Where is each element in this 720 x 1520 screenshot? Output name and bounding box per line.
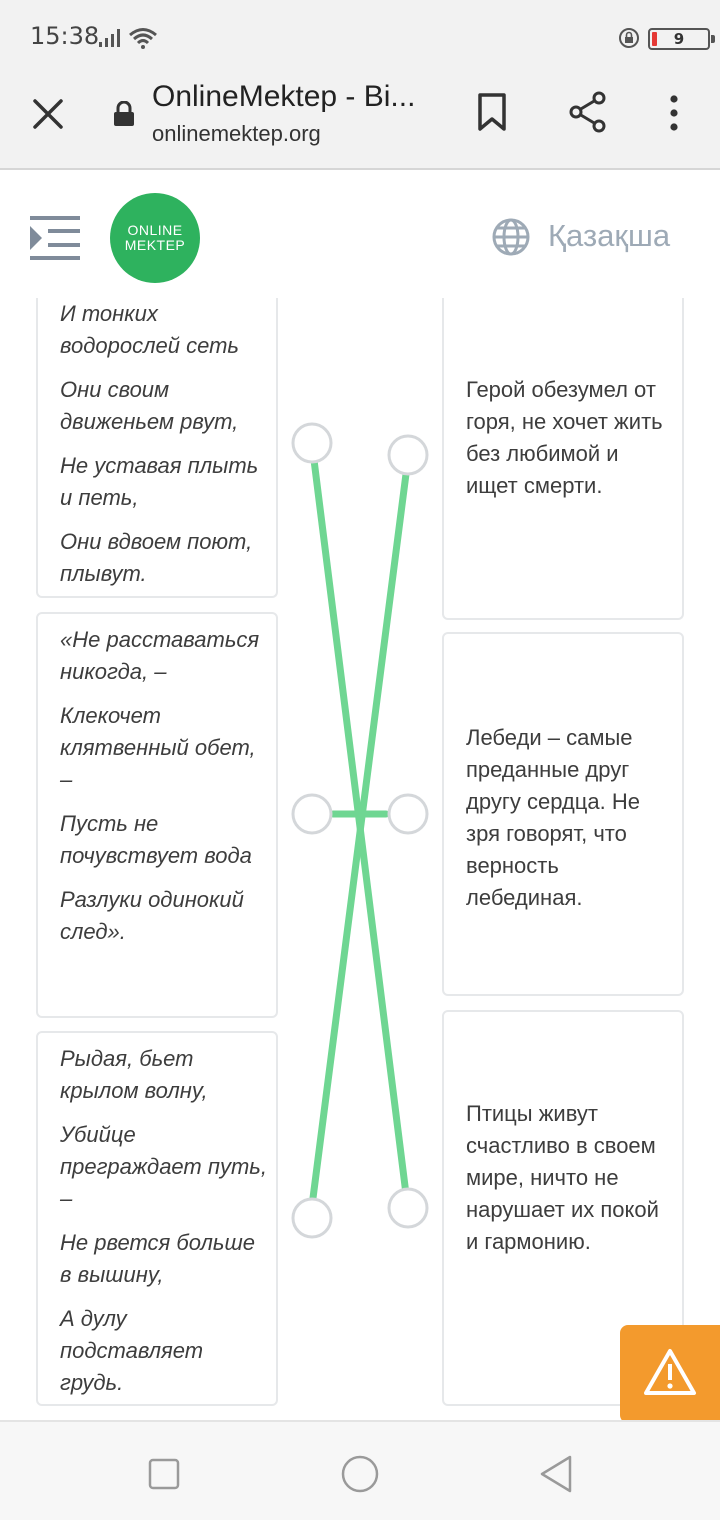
verse-line: И тонких водорослей сеть bbox=[60, 301, 239, 358]
wifi-icon bbox=[128, 26, 158, 50]
sidebar-toggle-icon[interactable] bbox=[30, 214, 82, 262]
recents-icon[interactable] bbox=[148, 1458, 180, 1490]
right-anchor-1[interactable] bbox=[389, 436, 427, 474]
match-connectors bbox=[0, 298, 720, 1408]
verse-line: Убийце преграждает путь, – bbox=[60, 1122, 267, 1211]
back-icon[interactable] bbox=[538, 1454, 574, 1494]
meaning-text: Птицы живут счастливо в своем мире, ничто не нарушает их покой и гармонию. bbox=[466, 1101, 659, 1254]
site-logo[interactable] bbox=[110, 193, 200, 283]
status-time: 15:38 bbox=[30, 22, 100, 50]
right-anchor-2[interactable] bbox=[389, 795, 427, 833]
left-anchor-1[interactable] bbox=[293, 424, 331, 462]
report-button[interactable] bbox=[620, 1325, 720, 1423]
globe-icon[interactable] bbox=[492, 218, 530, 256]
battery-indicator bbox=[648, 28, 710, 50]
logo-text-online: ONLINE bbox=[127, 222, 183, 238]
verse-line: Не уставая плыть и петь, bbox=[60, 453, 259, 510]
signal-icon bbox=[98, 28, 124, 48]
lock-rotate-icon bbox=[618, 27, 640, 49]
warning-icon bbox=[642, 1347, 698, 1397]
page-url[interactable]: onlinemektep.org bbox=[152, 121, 321, 146]
left-anchor-3[interactable] bbox=[293, 1199, 331, 1237]
system-nav-bar bbox=[0, 1420, 720, 1520]
status-bar bbox=[0, 0, 720, 78]
verse-line: Разлуки одинокий след». bbox=[60, 887, 244, 944]
battery-level: 9 bbox=[673, 30, 685, 48]
bookmark-icon[interactable] bbox=[474, 92, 510, 132]
verse-line: Пусть не почувствует вода bbox=[60, 811, 252, 868]
home-icon[interactable] bbox=[340, 1454, 380, 1494]
verse-line: Не рвется больше в вышину, bbox=[60, 1230, 256, 1287]
verse-line: Клекочет клятвенный обет, – bbox=[60, 703, 256, 792]
verse-line: Они вдвоем поют, плывут. bbox=[60, 529, 253, 586]
language-selector[interactable]: Қазақша bbox=[548, 218, 671, 253]
close-icon[interactable] bbox=[30, 96, 66, 132]
verse-line: Они своим движеньем рвут, bbox=[60, 377, 239, 434]
right-anchor-3[interactable] bbox=[389, 1189, 427, 1227]
verse-line: «Не расставаться никогда, – bbox=[60, 627, 260, 684]
meaning-text: Герой обезумел от горя, не хочет жить без любимой и ищет смерти. bbox=[466, 377, 663, 498]
page-title[interactable]: OnlineMektep - Bi... bbox=[152, 80, 416, 113]
lock-icon[interactable] bbox=[113, 101, 135, 127]
more-vertical-icon[interactable] bbox=[664, 94, 684, 132]
share-icon[interactable] bbox=[566, 90, 610, 134]
meaning-text: Лебеди – самые преданные друг другу сердца. Не зря говорят, что верность лебединая. bbox=[466, 725, 640, 910]
logo-text-mektep: MEKTEP bbox=[124, 237, 186, 253]
left-anchor-2[interactable] bbox=[293, 795, 331, 833]
verse-line: А дулу подставляет грудь. bbox=[60, 1306, 204, 1395]
verse-line: Рыдая, бьет крылом волну, bbox=[60, 1046, 208, 1103]
